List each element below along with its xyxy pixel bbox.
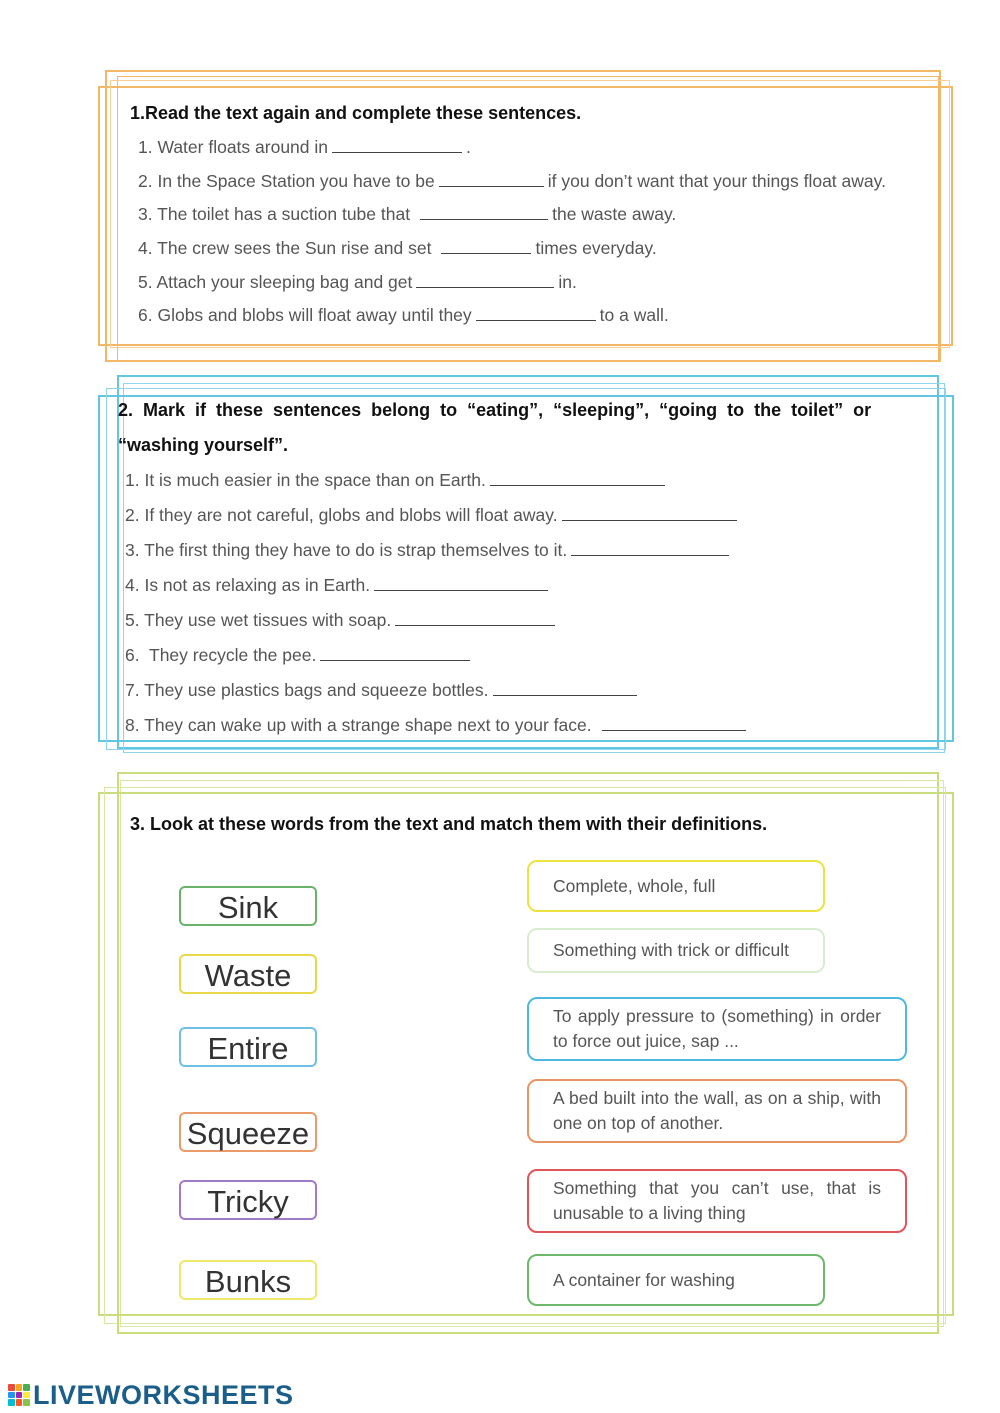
s2-blank-8[interactable] xyxy=(602,716,746,731)
definition-complete[interactable]: Complete, whole, full xyxy=(527,860,825,912)
definition-container[interactable]: A container for washing xyxy=(527,1254,825,1306)
s1-sentence-4: 4. The crew sees the Sun rise and set times everyday. xyxy=(138,238,657,258)
word-tricky[interactable]: Tricky xyxy=(179,1180,317,1220)
word-bunks[interactable]: Bunks xyxy=(179,1260,317,1300)
s2-blank-4[interactable] xyxy=(374,576,548,591)
section2-title-line1: 2. Mark if these sentences belong to “eating”, “sleeping”, “going to the toilet” or xyxy=(118,400,872,420)
logo-grid-icon xyxy=(8,1384,30,1406)
word-waste[interactable]: Waste xyxy=(179,954,317,994)
s1-sentence-1: 1. Water floats around in . xyxy=(138,137,471,157)
s2-blank-2[interactable] xyxy=(562,506,737,521)
s2-blank-5[interactable] xyxy=(395,611,555,626)
s1-sentence-6: 6. Globs and blobs will float away until they to a wall. xyxy=(138,305,669,325)
s2-blank-7[interactable] xyxy=(493,681,637,696)
s1-blank-3[interactable] xyxy=(420,205,548,220)
s2-blank-3[interactable] xyxy=(571,541,729,556)
s2-sentence-7: 7. They use plastics bags and squeeze bottles. xyxy=(125,680,641,701)
s2-blank-1[interactable] xyxy=(490,471,665,486)
s2-blank-6[interactable] xyxy=(320,646,470,661)
definition-bed[interactable]: A bed built into the wall, as on a ship, with one on top of another. xyxy=(527,1079,907,1143)
liveworksheets-logo xyxy=(8,1380,294,1410)
s2-sentence-4: 4. Is not as relaxing as in Earth. xyxy=(125,575,552,596)
s2-sentence-2: 2. If they are not careful, globs and blobs will float away. xyxy=(125,505,741,526)
s2-sentence-1: 1. It is much easier in the space than on Earth. xyxy=(125,470,669,491)
definition-unusable[interactable]: Something that you can’t use, that is unusable to a living thing xyxy=(527,1169,907,1233)
section2-title-line2: “washing yourself”. xyxy=(118,435,289,455)
s2-sentence-8: 8. They can wake up with a strange shape next to your face. xyxy=(125,715,750,736)
definition-apply-pressure[interactable]: To apply pressure to (something) in order to force out juice, sap ... xyxy=(527,997,907,1061)
word-entire[interactable]: Entire xyxy=(179,1027,317,1067)
word-squeeze[interactable]: Squeeze xyxy=(179,1112,317,1152)
section1-title: 1.Read the text again and complete these sentences. xyxy=(130,103,582,123)
s1-sentence-5: 5. Attach your sleeping bag and get in. xyxy=(138,272,577,292)
word-sink[interactable]: Sink xyxy=(179,886,317,926)
s1-sentence-2: 2. In the Space Station you have to be if you don’t want that your things float away. xyxy=(138,171,886,191)
s1-blank-5[interactable] xyxy=(416,273,554,288)
s2-sentence-3: 3. The first thing they have to do is strap themselves to it. xyxy=(125,540,733,561)
s2-sentence-6: 6. They recycle the pee. xyxy=(125,645,474,666)
s1-blank-6[interactable] xyxy=(476,306,596,321)
s1-sentence-3: 3. The toilet has a suction tube that the waste away. xyxy=(138,204,677,224)
definition-trick[interactable]: Something with trick or difficult xyxy=(527,928,825,973)
s2-sentence-5: 5. They use wet tissues with soap. xyxy=(125,610,559,631)
logo-text: LIVEWORKSHEETS xyxy=(33,1379,294,1410)
s1-blank-2[interactable] xyxy=(439,172,544,187)
s1-blank-4[interactable] xyxy=(441,239,531,254)
s1-blank-1[interactable] xyxy=(332,138,462,153)
section3-title: 3. Look at these words from the text and match them with their definitions. xyxy=(130,814,768,834)
